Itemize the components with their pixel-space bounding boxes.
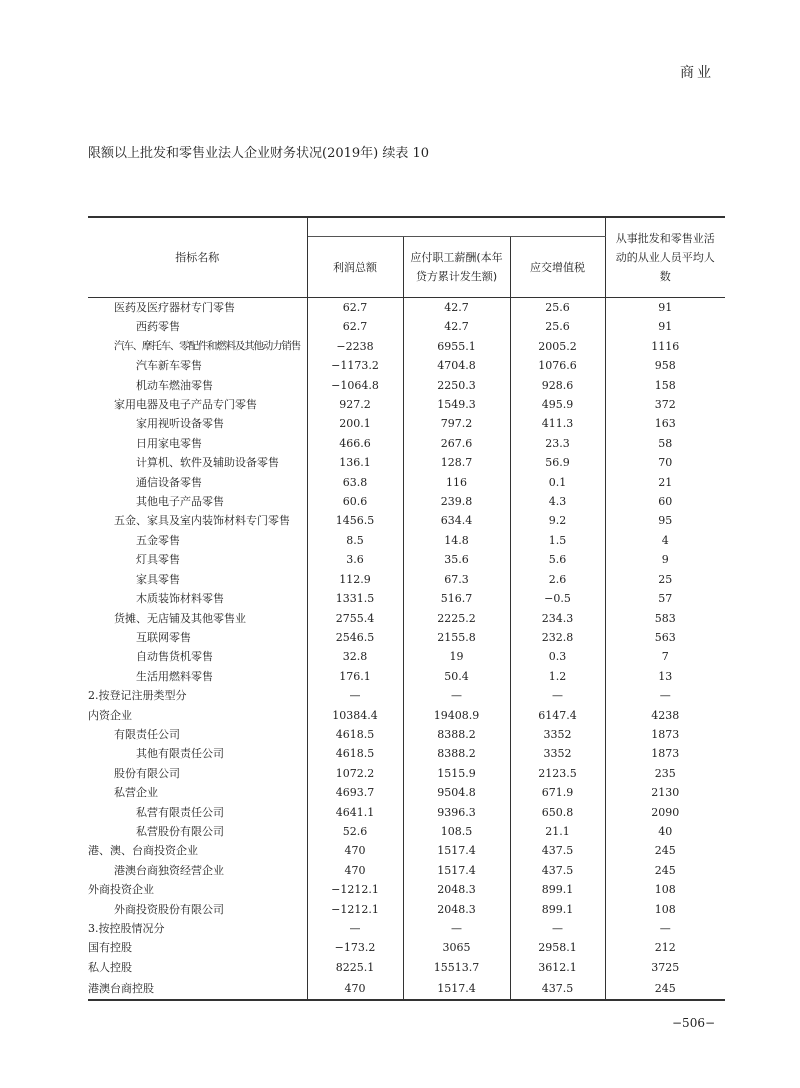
table-row <box>88 395 725 414</box>
cell-profit: 63.8 <box>307 473 403 492</box>
cell-vat: 1.2 <box>510 667 605 686</box>
header-name: 指标名称 <box>88 217 307 298</box>
cell-staff: 57 <box>658 592 673 606</box>
table-row <box>88 667 725 686</box>
cell-vat: 9.2 <box>510 511 605 530</box>
cell-vat: 928.6 <box>510 376 605 395</box>
row-name: 3.按控股情况分 <box>88 919 307 938</box>
cell-vat: 2.6 <box>510 570 605 589</box>
row-name: 医药及医疗器材专门零售 <box>88 298 307 318</box>
cell-staff: 163 <box>654 417 676 431</box>
table-row <box>88 414 725 433</box>
cell-staff: 245 <box>654 863 676 877</box>
cell-profit: −2238 <box>307 337 403 356</box>
row-name: 五金零售 <box>88 531 307 550</box>
cell-profit: 927.2 <box>307 395 403 414</box>
table-body <box>88 298 725 1001</box>
row-name: 内资企业 <box>88 706 307 725</box>
table-row <box>88 589 725 608</box>
table-row <box>88 337 725 356</box>
row-name: 外商投资股份有限公司 <box>88 900 307 919</box>
row-name: 港澳台商控股 <box>88 977 307 1000</box>
cell-payroll: 634.4 <box>403 511 510 530</box>
cell-profit: 4693.7 <box>307 783 403 802</box>
cell-profit: −173.2 <box>307 938 403 957</box>
cell-profit: 62.7 <box>307 317 403 336</box>
table-row <box>88 900 725 919</box>
cell-payroll: 239.8 <box>403 492 510 511</box>
table-row <box>88 783 725 802</box>
cell-profit: 1456.5 <box>307 511 403 530</box>
cell-profit: 3.6 <box>307 550 403 569</box>
table-row <box>88 628 725 647</box>
cell-profit: 8.5 <box>307 531 403 550</box>
cell-staff: 7 <box>661 650 669 664</box>
row-name: 机动车燃油零售 <box>88 376 307 395</box>
cell-payroll: 108.5 <box>403 822 510 841</box>
cell-payroll: 9504.8 <box>403 783 510 802</box>
table-row <box>88 725 725 744</box>
cell-vat: 3612.1 <box>510 958 605 977</box>
row-name: 私营有限责任公司 <box>88 803 307 822</box>
cell-staff: — <box>659 689 671 703</box>
cell-staff: 91 <box>658 320 673 334</box>
cell-payroll: 1517.4 <box>403 841 510 860</box>
cell-profit: 4618.5 <box>307 725 403 744</box>
cell-payroll: 9396.3 <box>403 803 510 822</box>
cell-payroll: 128.7 <box>403 453 510 472</box>
table-row <box>88 298 725 318</box>
row-name: 私营企业 <box>88 783 307 802</box>
row-name: 货摊、无店铺及其他零售业 <box>88 609 307 628</box>
cell-profit: 470 <box>307 861 403 880</box>
cell-vat: — <box>510 919 605 938</box>
cell-staff: 245 <box>605 977 725 1000</box>
row-name: 港澳台商独资经营企业 <box>88 861 307 880</box>
cell-payroll: 2048.3 <box>403 900 510 919</box>
cell-payroll: 1549.3 <box>403 395 510 414</box>
financial-table <box>88 216 725 1001</box>
cell-vat: 437.5 <box>510 861 605 880</box>
header-staff: 从事批发和零售业活动的从业人员平均人数 <box>605 217 725 298</box>
row-name: 互联网零售 <box>88 628 307 647</box>
table-row <box>88 919 725 938</box>
cell-staff: 372 <box>654 398 676 412</box>
row-name: 通信设备零售 <box>88 473 307 492</box>
cell-staff: 158 <box>654 378 676 392</box>
cell-staff: 60 <box>658 495 673 509</box>
cell-vat: 23.3 <box>510 434 605 453</box>
cell-profit: — <box>307 919 403 938</box>
cell-vat: 3352 <box>510 744 605 763</box>
cell-profit: 2546.5 <box>307 628 403 647</box>
cell-vat: 1.5 <box>510 531 605 550</box>
cell-payroll: 35.6 <box>403 550 510 569</box>
cell-vat: 234.3 <box>510 609 605 628</box>
section-tag: 商业 <box>680 65 714 81</box>
cell-staff: 1873 <box>651 747 680 761</box>
cell-staff: 4238 <box>651 708 680 722</box>
table-row <box>88 977 725 1000</box>
table-row <box>88 938 725 957</box>
cell-vat: 2005.2 <box>510 337 605 356</box>
cell-staff: 3725 <box>651 960 680 974</box>
cell-profit: 32.8 <box>307 647 403 666</box>
cell-profit: 52.6 <box>307 822 403 841</box>
cell-staff: 108 <box>654 883 676 897</box>
row-name: 其他电子产品零售 <box>88 492 307 511</box>
cell-payroll: 2225.2 <box>403 609 510 628</box>
cell-payroll: 1517.4 <box>403 861 510 880</box>
row-name: 汽车新车零售 <box>88 356 307 375</box>
cell-vat: 56.9 <box>510 453 605 472</box>
table-row <box>88 841 725 860</box>
cell-profit: 112.9 <box>307 570 403 589</box>
cell-profit: −1173.2 <box>307 356 403 375</box>
cell-profit: 1331.5 <box>307 589 403 608</box>
cell-vat: 4.3 <box>510 492 605 511</box>
table-row <box>88 822 725 841</box>
cell-profit: 4641.1 <box>307 803 403 822</box>
row-name: 自动售货机零售 <box>88 647 307 666</box>
table-row <box>88 861 725 880</box>
cell-profit: −1212.1 <box>307 900 403 919</box>
row-name: 外商投资企业 <box>88 880 307 899</box>
cell-staff: — <box>659 922 671 935</box>
header-group-blank <box>307 217 605 237</box>
cell-payroll: — <box>403 686 510 705</box>
cell-payroll: 4704.8 <box>403 356 510 375</box>
cell-vat: 411.3 <box>510 414 605 433</box>
cell-vat: 25.6 <box>510 317 605 336</box>
row-name: 国有控股 <box>88 938 307 957</box>
table-row <box>88 550 725 569</box>
row-name: 五金、家具及室内装饰材料专门零售 <box>88 511 307 530</box>
cell-staff: 70 <box>658 456 673 470</box>
row-name: 汽车、摩托车、零配件和燃料及其他动力销售 <box>88 337 307 356</box>
cell-staff: 13 <box>658 669 673 683</box>
cell-payroll: 15513.7 <box>403 958 510 977</box>
cell-vat: 0.3 <box>510 647 605 666</box>
cell-payroll: 1517.4 <box>403 977 510 1000</box>
table-row <box>88 531 725 550</box>
row-name: 2.按登记注册类型分 <box>88 686 307 705</box>
cell-staff: 2130 <box>651 786 680 800</box>
row-name: 其他有限责任公司 <box>88 744 307 763</box>
row-name: 木质装饰材料零售 <box>88 589 307 608</box>
cell-staff: 2090 <box>651 805 680 819</box>
cell-staff: 4 <box>661 533 669 547</box>
cell-vat: 6147.4 <box>510 706 605 725</box>
cell-vat: 2958.1 <box>510 938 605 957</box>
row-name: 生活用燃料零售 <box>88 667 307 686</box>
cell-staff: 25 <box>658 572 673 586</box>
cell-vat: 650.8 <box>510 803 605 822</box>
header-payroll: 应付职工薪酬(本年贷方累计发生额) <box>403 237 510 298</box>
table-row <box>88 376 725 395</box>
table-row <box>88 453 725 472</box>
table-title: 限额以上批发和零售业法人企业财务状况(2019年) 续表 10 <box>88 146 430 161</box>
row-name: 私人控股 <box>88 958 307 977</box>
table-row <box>88 317 725 336</box>
row-name: 股份有限公司 <box>88 764 307 783</box>
table-row <box>88 764 725 783</box>
cell-staff: 40 <box>658 824 673 838</box>
cell-vat: 25.6 <box>510 298 605 318</box>
table-row <box>88 492 725 511</box>
cell-vat: 899.1 <box>510 880 605 899</box>
cell-profit: 470 <box>307 977 403 1000</box>
cell-payroll: 14.8 <box>403 531 510 550</box>
table-row <box>88 744 725 763</box>
cell-profit: 2755.4 <box>307 609 403 628</box>
table-row <box>88 647 725 666</box>
cell-profit: 60.6 <box>307 492 403 511</box>
cell-payroll: 797.2 <box>403 414 510 433</box>
cell-vat: 899.1 <box>510 900 605 919</box>
cell-vat: 671.9 <box>510 783 605 802</box>
cell-profit: −1212.1 <box>307 880 403 899</box>
row-name: 家具零售 <box>88 570 307 589</box>
table-header <box>88 217 725 298</box>
cell-payroll: 2250.3 <box>403 376 510 395</box>
table-row <box>88 434 725 453</box>
row-name: 灯具零售 <box>88 550 307 569</box>
row-name: 家用视听设备零售 <box>88 414 307 433</box>
row-name: 私营股份有限公司 <box>88 822 307 841</box>
cell-payroll: — <box>403 919 510 938</box>
cell-vat: 2123.5 <box>510 764 605 783</box>
financial-table-wrapper <box>88 216 725 1001</box>
cell-vat: 0.1 <box>510 473 605 492</box>
table-row <box>88 958 725 977</box>
cell-payroll: 2048.3 <box>403 880 510 899</box>
cell-staff: 1873 <box>651 727 680 741</box>
cell-profit: 200.1 <box>307 414 403 433</box>
table-row <box>88 473 725 492</box>
cell-staff: 21 <box>658 475 673 489</box>
cell-vat: — <box>510 686 605 705</box>
cell-vat: −0.5 <box>510 589 605 608</box>
cell-staff: 1116 <box>651 339 680 353</box>
cell-payroll: 8388.2 <box>403 744 510 763</box>
cell-staff: 95 <box>658 514 673 528</box>
row-name: 日用家电零售 <box>88 434 307 453</box>
cell-profit: 466.6 <box>307 434 403 453</box>
cell-staff: 212 <box>654 941 676 955</box>
cell-vat: 437.5 <box>510 977 605 1000</box>
table-row <box>88 880 725 899</box>
cell-profit: 62.7 <box>307 298 403 318</box>
cell-profit: 136.1 <box>307 453 403 472</box>
row-name: 港、澳、台商投资企业 <box>88 841 307 860</box>
cell-payroll: 267.6 <box>403 434 510 453</box>
header-profit: 利润总额 <box>307 237 403 298</box>
row-name: 计算机、软件及辅助设备零售 <box>88 453 307 472</box>
cell-payroll: 19 <box>403 647 510 666</box>
cell-profit: 10384.4 <box>307 706 403 725</box>
cell-staff: 9 <box>661 553 669 567</box>
cell-payroll: 8388.2 <box>403 725 510 744</box>
table-row <box>88 570 725 589</box>
cell-payroll: 42.7 <box>403 298 510 318</box>
cell-vat: 1076.6 <box>510 356 605 375</box>
cell-profit: −1064.8 <box>307 376 403 395</box>
table-row <box>88 356 725 375</box>
cell-vat: 437.5 <box>510 841 605 860</box>
table-row <box>88 609 725 628</box>
page-number: −506− <box>672 1016 716 1030</box>
cell-payroll: 2155.8 <box>403 628 510 647</box>
cell-vat: 21.1 <box>510 822 605 841</box>
cell-payroll: 42.7 <box>403 317 510 336</box>
cell-payroll: 1515.9 <box>403 764 510 783</box>
cell-staff: 235 <box>654 766 676 780</box>
cell-staff: 563 <box>654 630 676 644</box>
row-name: 西药零售 <box>88 317 307 336</box>
cell-payroll: 50.4 <box>403 667 510 686</box>
cell-vat: 232.8 <box>510 628 605 647</box>
table-row <box>88 686 725 705</box>
cell-payroll: 19408.9 <box>403 706 510 725</box>
cell-profit: 8225.1 <box>307 958 403 977</box>
row-name: 有限责任公司 <box>88 725 307 744</box>
cell-vat: 5.6 <box>510 550 605 569</box>
cell-profit: — <box>307 686 403 705</box>
cell-payroll: 116 <box>403 473 510 492</box>
cell-staff: 245 <box>654 844 676 858</box>
cell-profit: 176.1 <box>307 667 403 686</box>
cell-staff: 91 <box>658 301 673 314</box>
cell-staff: 958 <box>654 359 676 373</box>
cell-profit: 4618.5 <box>307 744 403 763</box>
cell-payroll: 67.3 <box>403 570 510 589</box>
table-row <box>88 803 725 822</box>
table-row <box>88 511 725 530</box>
cell-vat: 3352 <box>510 725 605 744</box>
cell-payroll: 6955.1 <box>403 337 510 356</box>
cell-vat: 495.9 <box>510 395 605 414</box>
cell-payroll: 516.7 <box>403 589 510 608</box>
header-vat: 应交增值税 <box>510 237 605 298</box>
cell-payroll: 3065 <box>403 938 510 957</box>
cell-staff: 583 <box>654 611 676 625</box>
row-name: 家用电器及电子产品专门零售 <box>88 395 307 414</box>
cell-profit: 470 <box>307 841 403 860</box>
cell-staff: 108 <box>654 902 676 916</box>
cell-staff: 58 <box>658 436 673 450</box>
table-row <box>88 706 725 725</box>
cell-profit: 1072.2 <box>307 764 403 783</box>
